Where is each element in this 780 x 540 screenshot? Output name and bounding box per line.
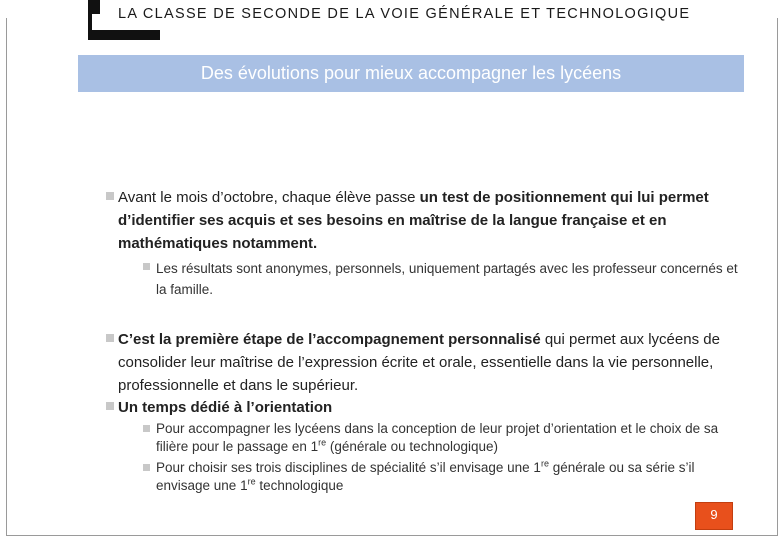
bullet-text-normal: qui permet aux lycéens de consolider leur maîtrise de l’expression écrite et orale, essentielle dans la vie personnelle, professionnelle et dans le supérieur. (118, 331, 720, 394)
bullet-text: Un temps dédié à l’orientation (118, 399, 333, 416)
subbullet-specialty-choice (143, 459, 743, 495)
superscript: re (247, 476, 256, 487)
subbullet-text-part: (générale ou technologique) (326, 439, 498, 454)
subbullet-text-part: générale ou sa série s’il envisage une 1 (156, 460, 695, 493)
subbullet-text-part: Pour accompagner les lycéens dans la conception de leur projet d’orientation et le choix de sa filière pour le passage en 1 (156, 421, 719, 454)
subbullet-results (143, 258, 743, 300)
square-bullet-icon (106, 192, 114, 200)
square-bullet-icon (143, 464, 150, 471)
square-bullet-icon (106, 402, 114, 410)
page-number-badge: 9 (695, 502, 733, 530)
bullet-text (118, 328, 746, 397)
subbullet-text-part: technologique (255, 478, 344, 493)
subbullet-text (156, 459, 743, 495)
bullet-positioning-test (106, 186, 746, 255)
square-bullet-icon (143, 425, 150, 432)
superscript: re (540, 458, 549, 469)
bullet-text-bold: C’est la première étape de l’accompagnement personnalisé (118, 331, 541, 348)
subtitle-banner: Des évolutions pour mieux accompagner les lycéens (78, 55, 744, 92)
page-title: LA CLASSE DE SECONDE DE LA VOIE GÉNÉRALE ET TECHNOLOGIQUE (118, 6, 691, 22)
subbullet-text-part: Pour choisir ses trois disciplines de spécialité s’il envisage une 1 (156, 460, 541, 475)
square-bullet-icon (143, 263, 150, 270)
logo-bar-horizontal (88, 30, 160, 40)
logo-notch (92, 14, 100, 30)
subbullet-text (156, 420, 743, 456)
bullet-orientation-time (106, 396, 746, 419)
bullet-text-bold: un test de positionnement qui lui permet d’identifier ses acquis et ses besoins en maîtrise de la langue française et en mathématiques notamment. (118, 189, 709, 252)
subbullet-orientation-project (143, 420, 743, 456)
superscript: re (318, 437, 327, 448)
bullet-text-normal: Avant le mois d’octobre, chaque élève passe (118, 189, 420, 206)
bullet-personalized-support (106, 328, 746, 397)
square-bullet-icon (106, 334, 114, 342)
subbullet-text: Les résultats sont anonymes, personnels, uniquement partagés avec les professeur concernés et la famille. (156, 261, 738, 297)
bullet-text (118, 186, 746, 255)
